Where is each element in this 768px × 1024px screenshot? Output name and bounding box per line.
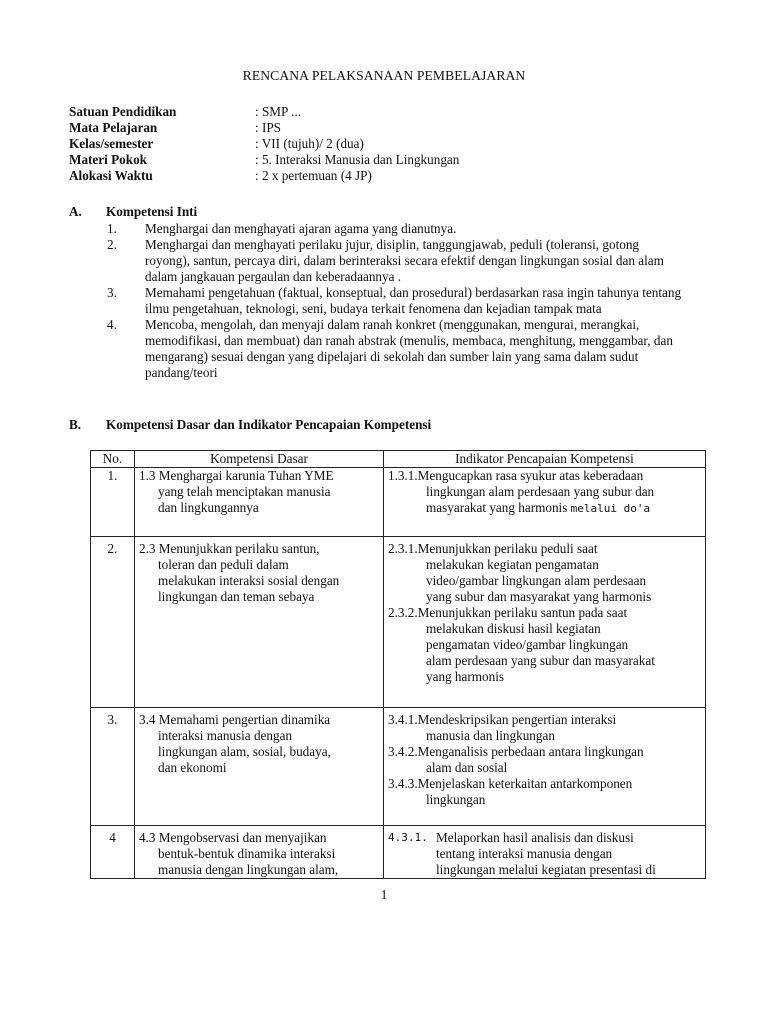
ipk-line: lingkungan melalui kegiatan presentasi di [436, 862, 656, 877]
identity-value: : 5. Interaksi Manusia dan Lingkungan [255, 152, 460, 167]
ipk-line: lingkungan [426, 792, 486, 807]
table-row [91, 537, 706, 708]
ipk-cell [384, 468, 706, 537]
ipk-text: Menunjukkan perilaku peduli saat [417, 541, 598, 556]
ipk-line: yang harmonis [426, 669, 505, 684]
ipk-cell [384, 708, 706, 826]
kd-line: yang telah menciptakan manusia [158, 484, 331, 499]
ipk-text: Menjelaskan keterkaitan antarkomponen [417, 776, 633, 791]
kd-cell [135, 468, 384, 537]
ipk-line [388, 830, 701, 846]
identity-label: Satuan Pendidikan [69, 104, 177, 119]
identity-value: : SMP ... [255, 104, 302, 119]
kd-line: lingkungan dan teman sebaya [158, 589, 315, 604]
section-a-heading [69, 204, 197, 220]
kompetensi-inti-list [107, 221, 687, 381]
kd-line: interaksi manusia dengan [158, 728, 293, 743]
table-header-row [91, 451, 706, 468]
ipk-text: Mengucapkan rasa syukur atas keberadaan [417, 468, 644, 483]
kd-line: 3.4 Memahami pengertian dinamika [139, 712, 331, 727]
table-row [91, 468, 706, 537]
ipk-code: 3.4.2. [388, 744, 418, 759]
list-number: 3. [107, 285, 117, 300]
ipk-line: alam perdesaan yang subur dan masyarakat [426, 653, 655, 668]
row-number: 3. [91, 708, 135, 826]
identity-value: : 2 x pertemuan (4 JP) [255, 168, 372, 183]
identity-row [69, 168, 459, 184]
table-row [91, 708, 706, 826]
ipk-line [388, 744, 701, 760]
identity-value: : IPS [255, 120, 282, 135]
kompetensi-table [90, 450, 706, 879]
ipk-text: Mendeskripsikan pengertian interaksi [417, 712, 617, 727]
ipk-text: masyarakat yang harmonis [426, 500, 571, 515]
list-item [107, 285, 687, 317]
kd-line: lingkungan alam, sosial, budaya, [158, 744, 331, 759]
list-text: Mencoba, mengolah, dan menyaji dalam ranah konkret (menggunakan, mengurai, merangkai, memodifikasi, dan membuat) dan ranah abstrak (menulis, membaca, menghitung, menggambar, dan mengarang) sesuai dengan yang dipelajari di sekolah dan sumber lain yang sama dalam sudut pandang/teori [145, 317, 673, 380]
ipk-code: 2.3.1. [388, 541, 418, 556]
section-title: Kompetensi Inti [106, 204, 198, 219]
list-number: 2. [107, 237, 117, 252]
kd-line: 4.3 Mengobservasi dan menyajikan [139, 830, 327, 845]
ipk-line: tentang interaksi manusia dengan [436, 846, 613, 861]
list-number: 1. [107, 221, 117, 236]
identity-block [69, 104, 459, 184]
row-number: 1. [91, 468, 135, 537]
ipk-code: 4.3.1. [388, 831, 428, 844]
identity-row [69, 136, 459, 152]
table-row [91, 826, 706, 879]
list-number: 4. [107, 317, 117, 332]
ipk-line: pengamatan video/gambar lingkungan [426, 637, 629, 652]
identity-row [69, 120, 459, 136]
header-ipk: Indikator Pencapaian Kompetensi [384, 451, 706, 468]
list-item [107, 317, 687, 381]
kd-cell [135, 537, 384, 708]
kd-line: dan lingkungannya [158, 500, 259, 515]
identity-row [69, 152, 459, 168]
ipk-code: 3.4.1. [388, 712, 418, 727]
kd-line: 1.3 Menghargai karunia Tuhan YME [139, 468, 334, 483]
ipk-code: 2.3.2. [388, 605, 418, 620]
row-number: 2. [91, 537, 135, 708]
list-item [107, 237, 687, 285]
identity-row [69, 104, 459, 120]
section-b-heading [69, 417, 431, 433]
ipk-text: Menganalisis perbedaan antara lingkungan [417, 744, 644, 759]
ipk-line: melakukan kegiatan pengamatan [426, 557, 599, 572]
ipk-line: lingkungan alam perdesaan yang subur dan [426, 484, 655, 499]
kd-line: melakukan interaksi sosial dengan [158, 573, 340, 588]
identity-value: : VII (tujuh)/ 2 (dua) [255, 136, 364, 151]
list-item [107, 221, 687, 237]
ipk-line [388, 468, 701, 484]
document-title: RENCANA PELAKSANAAN PEMBELAJARAN [242, 68, 526, 83]
ipk-line [388, 605, 701, 621]
ipk-line: melakukan diskusi hasil kegiatan [426, 621, 601, 636]
ipk-text: melalui do'a [570, 502, 651, 515]
ipk-line [388, 776, 701, 792]
ipk-cell [384, 826, 706, 879]
section-letter: B. [69, 417, 82, 432]
ipk-cell [384, 537, 706, 708]
ipk-line: manusia dan lingkungan [426, 728, 555, 743]
identity-label: Alokasi Waktu [69, 168, 153, 183]
identity-label: Materi Pokok [69, 152, 148, 167]
row-number: 4 [91, 826, 135, 879]
identity-label: Mata Pelajaran [69, 120, 158, 135]
ipk-code: 1.3.1. [388, 468, 418, 483]
identity-label: Kelas/semester [69, 136, 154, 151]
ipk-line [388, 541, 701, 557]
ipk-line: alam dan sosial [426, 760, 508, 775]
page-number: 1 [380, 887, 388, 902]
kd-line: 2.3 Menunjukkan perilaku santun, [139, 541, 320, 556]
ipk-line [388, 500, 701, 517]
ipk-line: yang subur dan masyarakat yang harmonis [426, 589, 652, 604]
ipk-line: video/gambar lingkungan alam perdesaan [426, 573, 647, 588]
kd-line: manusia dengan lingkungan alam, [158, 862, 339, 877]
section-title: Kompetensi Dasar dan Indikator Pencapaian Kompetensi [106, 417, 432, 432]
ipk-text: Menunjukkan perilaku santun pada saat [417, 605, 628, 620]
list-text: Memahami pengetahuan (faktual, konseptual, dan prosedural) berdasarkan rasa ingin tahunya tentang ilmu pengetahuan, teknologi, seni, budaya terkait fenomena dan kejadian tampak mata [145, 285, 682, 316]
list-text: Menghargai dan menghayati ajaran agama yang dianutnya. [145, 221, 457, 236]
ipk-line [388, 712, 701, 728]
list-text: Menghargai dan menghayati perilaku jujur, disiplin, tanggungjawab, peduli (toleransi, gotong royong), santun, percaya diri, dalam berinteraksi secara efektif dengan lingkungan sosial dan alam dalam jangkauan pergaulan dan keberadaannya . [145, 237, 664, 284]
kd-line: toleran dan peduli dalam [158, 557, 289, 572]
kd-cell [135, 826, 384, 879]
kd-line: dan ekonomi [158, 760, 227, 775]
header-no: No. [91, 451, 135, 468]
kd-line: bentuk-bentuk dinamika interaksi [158, 846, 336, 861]
kd-cell [135, 708, 384, 826]
ipk-code: 3.4.3. [388, 776, 418, 791]
header-kd: Kompetensi Dasar [135, 451, 384, 468]
ipk-text: Melaporkan hasil analisis dan diskusi [436, 830, 634, 845]
section-letter: A. [69, 204, 82, 219]
